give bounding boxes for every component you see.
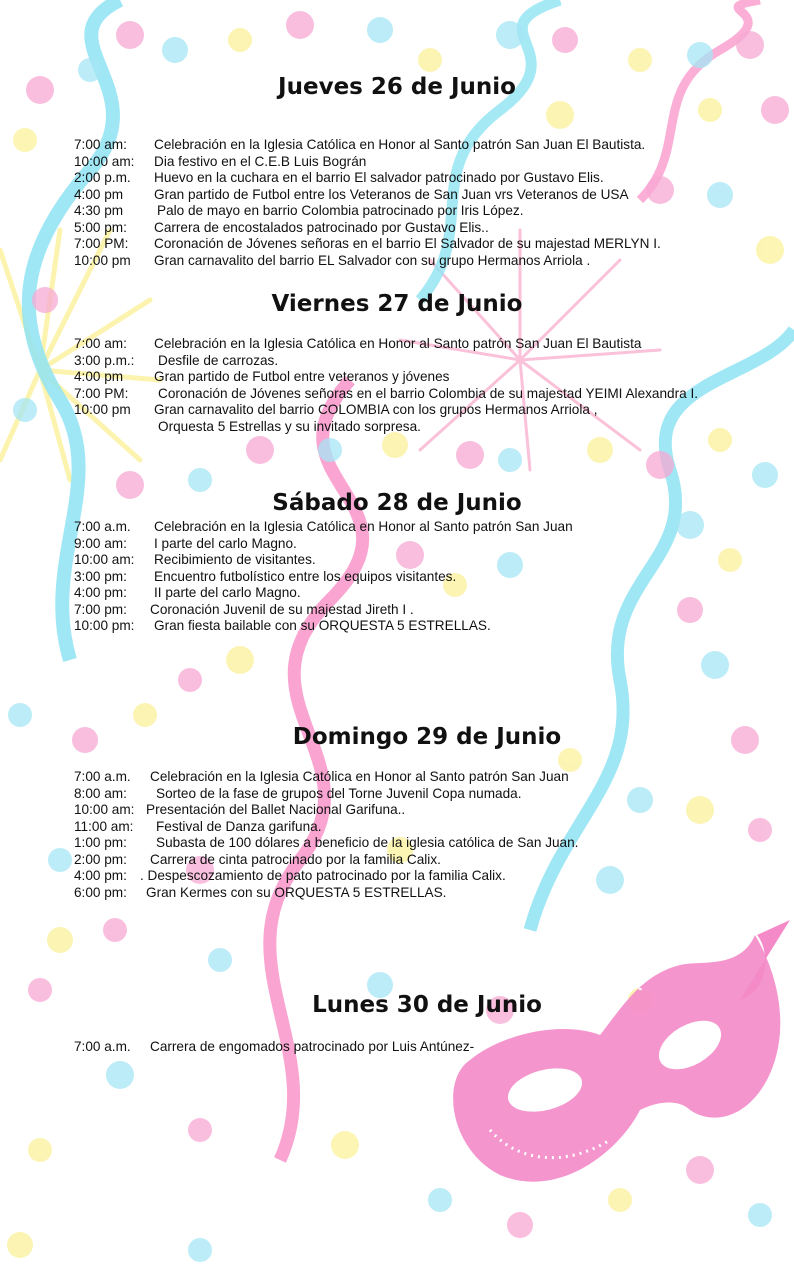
event-time: 7:00 am: xyxy=(74,137,127,152)
event-row xyxy=(74,519,789,536)
event-description: Palo de mayo en barrio Colombia patrocinado por Iris López. xyxy=(157,203,524,218)
event-row xyxy=(74,137,789,154)
event-time: 4:00 pm xyxy=(74,369,124,384)
event-time: 7:00 am: xyxy=(74,336,127,351)
day-heading-lunes: Lunes 30 de Junio xyxy=(312,992,542,1018)
event-description: Dia festivo en el C.E.B Luis Bográn xyxy=(154,153,367,169)
event-description: Festival de Danza garifuna. xyxy=(156,818,322,834)
event-list-lunes xyxy=(74,1039,789,1056)
event-time: 10:00 pm: xyxy=(74,618,135,633)
event-time: 3:00 pm: xyxy=(74,568,127,584)
event-description: Celebración en la Iglesia Católica en Honor al Santo patrón San Juan xyxy=(150,769,569,784)
event-row xyxy=(74,536,789,553)
event-row xyxy=(74,552,789,569)
event-row xyxy=(74,336,789,353)
event-list-viernes xyxy=(74,336,789,435)
day-heading-domingo: Domingo 29 de Junio xyxy=(292,724,562,750)
event-description: Desfile de carrozas. xyxy=(158,352,279,368)
event-row xyxy=(74,1039,789,1056)
event-time: 2:00 pm: xyxy=(74,851,127,867)
event-time: 6:00 pm: xyxy=(74,884,127,900)
event-row xyxy=(74,819,789,836)
event-time: 8:00 am: xyxy=(74,785,127,801)
day-heading-viernes: Viernes 27 de Junio xyxy=(271,291,523,317)
event-description: Gran partido de Futbol entre veteranos y jóvenes xyxy=(154,369,450,384)
event-time: 10:00 pm xyxy=(74,402,131,417)
event-time: 5:00 pm: xyxy=(74,219,127,235)
event-row xyxy=(74,585,789,602)
event-description: Celebración en la Iglesia Católica en Honor al Santo patrón San Juan El Bautista xyxy=(154,336,642,351)
event-row xyxy=(74,203,789,220)
event-time: 10:00 am: xyxy=(74,153,135,169)
event-row xyxy=(74,802,789,819)
event-description: Carrera de engomados patrocinado por Luis Antúnez- xyxy=(150,1039,475,1054)
event-row xyxy=(74,569,789,586)
event-time: 4:00 pm xyxy=(74,186,124,202)
event-row xyxy=(74,236,789,253)
event-description: Subasta de 100 dólares a beneficio de la iglesia católica de San Juan. xyxy=(156,835,579,850)
event-row xyxy=(74,769,789,786)
event-row xyxy=(74,835,789,852)
event-description: Gran carnavalito del barrio EL Salvador con su grupo Hermanos Arriola . xyxy=(154,252,591,268)
event-row xyxy=(74,170,789,187)
day-heading-jueves: Jueves 26 de Junio xyxy=(278,74,516,100)
event-row xyxy=(74,402,789,419)
event-description: Huevo en la cuchara en el barrio El salvador patrocinado por Gustavo Elis. xyxy=(154,170,604,185)
event-description: Presentación del Ballet Nacional Garifuna.. xyxy=(146,802,406,817)
event-row xyxy=(74,602,789,619)
event-time: 4:00 pm: xyxy=(74,868,127,883)
event-time: 9:00 am: xyxy=(74,535,127,551)
event-time: 7:00 a.m. xyxy=(74,769,131,784)
event-row xyxy=(74,618,789,635)
event-description: Coronación Juvenil de su majestad Jireth I . xyxy=(150,601,414,617)
event-list-sabado xyxy=(74,519,789,635)
event-description: Encuentro futbolístico entre los equipos visitantes. xyxy=(154,568,457,584)
event-description: Carrera de cinta patrocinado por la familia Calix. xyxy=(150,851,441,867)
event-row xyxy=(74,786,789,803)
event-time: 7:00 pm: xyxy=(74,601,127,617)
event-description: Coronación de Jóvenes señoras en el barrio El Salvador de su majestad MERLYN I. xyxy=(154,236,661,251)
event-row xyxy=(74,353,789,370)
event-time: 4:30 pm xyxy=(74,203,124,218)
event-description: Gran Kermes con su ORQUESTA 5 ESTRELLAS. xyxy=(146,884,447,900)
event-row xyxy=(74,419,789,436)
event-row xyxy=(74,386,789,403)
event-description: Gran fiesta bailable con su ORQUESTA 5 ESTRELLAS. xyxy=(154,618,491,633)
event-description: Celebración en la Iglesia Católica en Honor al Santo patrón San Juan xyxy=(154,519,573,534)
event-time: 7:00 PM: xyxy=(74,385,129,401)
event-time: 4:00 pm: xyxy=(74,585,127,600)
event-description: II parte del carlo Magno. xyxy=(154,585,301,600)
event-time: 7:00 a.m. xyxy=(74,519,131,534)
event-description: Celebración en la Iglesia Católica en Honor al Santo patrón San Juan El Bautista. xyxy=(154,137,646,152)
event-time: 10:00 am: xyxy=(74,802,135,817)
event-time: 10:00 am: xyxy=(74,552,135,567)
event-time: 3:00 p.m.: xyxy=(74,352,135,368)
event-row xyxy=(74,868,789,885)
event-row xyxy=(74,852,789,869)
event-row xyxy=(74,220,789,237)
event-description: . Despescozamiento de pato patrocinado por la familia Calix. xyxy=(140,868,506,883)
event-description: I parte del carlo Magno. xyxy=(154,535,297,551)
event-description: Gran partido de Futbol entre los Veteranos de San Juan vrs Veteranos de USA xyxy=(154,186,629,202)
event-list-jueves xyxy=(74,137,789,269)
event-row xyxy=(74,154,789,171)
event-time: 10:00 pm xyxy=(74,252,131,268)
event-description: Coronación de Jóvenes señoras en el barrio Colombia de su majestad YEIMI Alexandra I. xyxy=(158,385,699,401)
event-description: Carrera de encostalados patrocinado por Gustavo Elis.. xyxy=(154,219,489,235)
event-row xyxy=(74,885,789,902)
event-description: Gran carnavalito del barrio COLOMBIA con los grupos Hermanos Arriola , xyxy=(154,402,598,417)
event-time: 1:00 pm: xyxy=(74,835,127,850)
event-description: Sorteo de la fase de grupos del Torne Juvenil Copa numada. xyxy=(156,785,522,801)
day-heading-sabado: Sábado 28 de Junio xyxy=(272,490,522,516)
event-description: Orquesta 5 Estrellas y su invitado sorpresa. xyxy=(158,418,421,434)
event-time: 2:00 p.m. xyxy=(74,170,131,185)
event-time: 7:00 a.m. xyxy=(74,1039,131,1054)
event-list-domingo xyxy=(74,769,789,901)
event-row xyxy=(74,369,789,386)
event-time: 7:00 PM: xyxy=(74,236,129,251)
event-row xyxy=(74,253,789,270)
event-row xyxy=(74,187,789,204)
event-description: Recibimiento de visitantes. xyxy=(154,552,316,567)
event-time: 11:00 am: xyxy=(74,818,134,834)
